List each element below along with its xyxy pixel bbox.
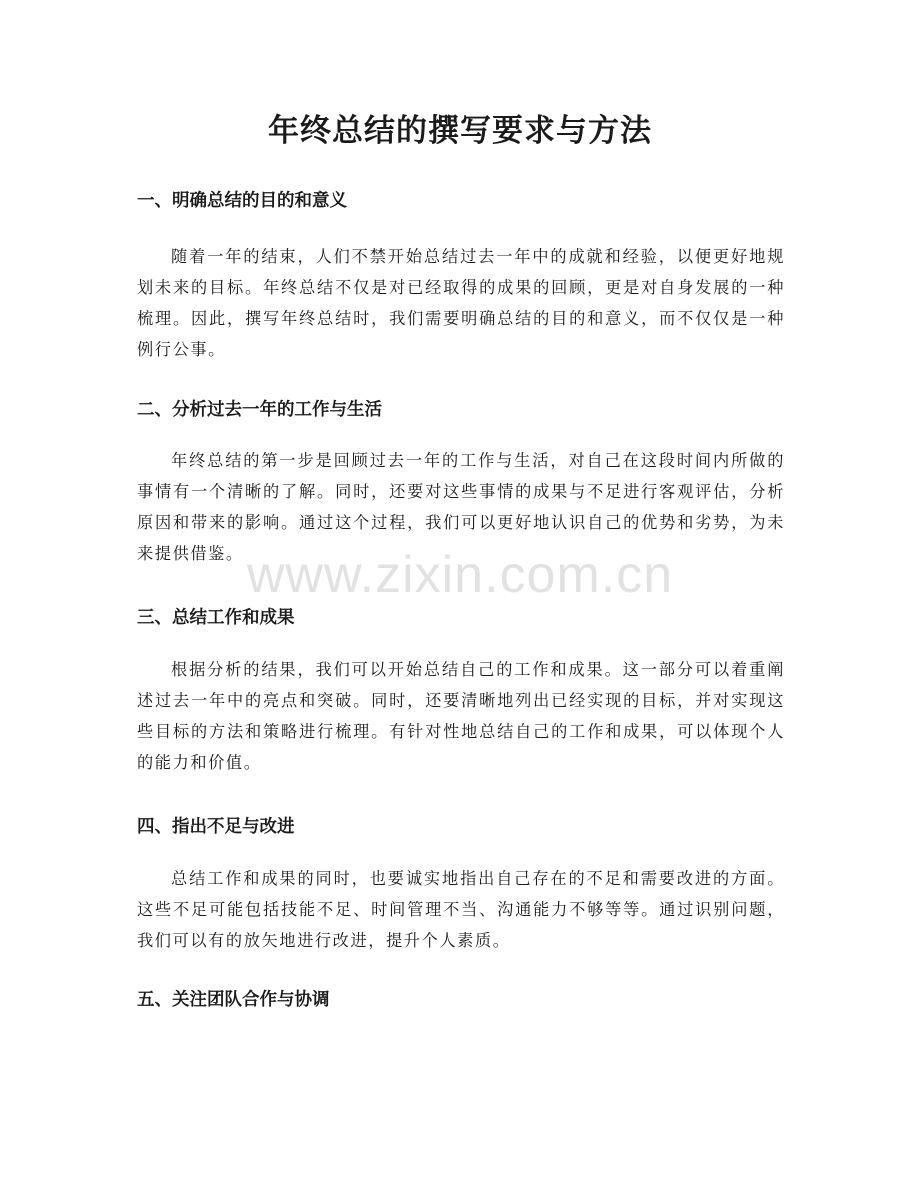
section-paragraph-1: 随着一年的结束，人们不禁开始总结过去一年中的成就和经验，以便更好地规划未来的目标。年终总结不仅是对已经取得的成果的回顾，更是对自身发展的一种梳理。因此，撰写年终总结时，我们需要明确总结的目的和意义，而不仅仅是一种例行公事。 xyxy=(137,247,785,359)
watermark: www.zixin.com.cn xyxy=(246,546,674,604)
section-heading-4: 四、指出不足与改进 xyxy=(137,817,295,837)
document-title: 年终总结的撰写要求与方法 xyxy=(268,113,652,149)
section-heading-3: 三、总结工作和成果 xyxy=(137,608,295,628)
section-paragraph-4: 总结工作和成果的同时，也要诚实地指出自己存在的不足和需要改进的方面。这些不足可能包括技能不足、时间管理不当、沟通能力不够等等。通过识别问题，我们可以有的放矢地进行改进，提升个人素质。 xyxy=(137,869,785,950)
section-paragraph-3: 根据分析的结果，我们可以开始总结自己的工作和成果。这一部分可以着重阐述过去一年中的亮点和突破。同时，还要清晰地列出已经实现的目标，并对实现这些目标的方法和策略进行梳理。有针对性地总结自己的工作和成果，可以体现个人的能力和价值。 xyxy=(137,660,785,772)
section-heading-1: 一、明确总结的目的和意义 xyxy=(137,191,347,211)
section-heading-5: 五、关注团队合作与协调 xyxy=(137,990,330,1010)
section-paragraph-2: 年终总结的第一步是回顾过去一年的工作与生活，对自己在这段时间内所做的事情有一个清晰的了解。同时，还要对这些事情的成果与不足进行客观评估，分析原因和带来的影响。通过这个过程，我们可以更好地认识自己的优势和劣势，为未来提供借鉴。 xyxy=(137,451,785,563)
section-heading-2: 二、分析过去一年的工作与生活 xyxy=(137,400,382,420)
